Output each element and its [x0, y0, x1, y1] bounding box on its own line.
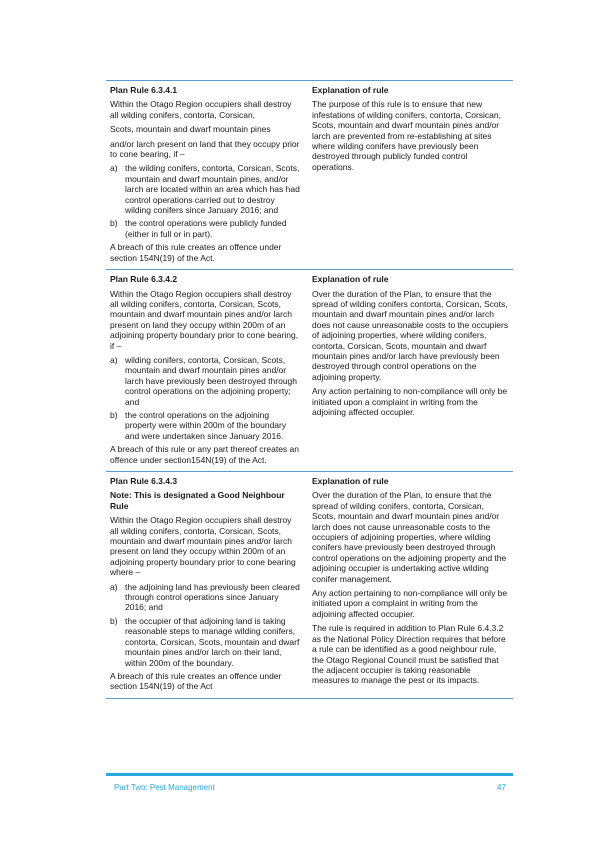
rules-table — [106, 80, 513, 699]
footer-section-title: Part Two: Pest Management — [114, 783, 215, 792]
rule-paragraph: Within the Otago Region occupiers shall destroy all wilding conifers, contorta, Corsican, Scots, mountain and dwarf mountain pines and/or larch present on land they occupy within 200m of an adjoining property boundary prior to cone bearing, if – — [110, 288, 299, 351]
rule-list-item — [110, 410, 300, 441]
explanation-title: Explanation of rule — [312, 85, 389, 95]
rule-paragraph: Within the Otago Region occupiers shall destroy all wilding conifers, contorta, Corsican, Scots, mountain and dwarf mountain pines and/or larch present on land they occupy within 200m of an adjoining property boundary prior to cone bearing where – — [110, 515, 296, 578]
rule-list-item — [110, 616, 300, 668]
rule-title: Plan Rule 6.3.4.3 — [110, 476, 178, 486]
explanation-cell — [306, 270, 513, 471]
explanation-title: Explanation of rule — [312, 476, 389, 486]
rule-paragraph: and/or larch present on land that they occupy prior to cone bearing, if – — [110, 138, 300, 160]
list-item-label: b) — [110, 218, 118, 229]
rule-closing: A breach of this rule creates an offence under section 154N(19) of the Act — [110, 670, 282, 692]
page-number: 47 — [497, 783, 506, 792]
list-item-label: a) — [110, 354, 118, 365]
explanation-paragraph: The purpose of this rule is to ensure that new infestations of wilding conifers, contorta, Corsican, Scots, mountain and dwarf mountain pines and/or larch are prevented from re-establishing at sites where wilding conifers have previously been destroyed through publicly funded control operations. — [312, 99, 501, 172]
explanation-paragraph: Over the duration of the Plan, to ensure that the spread of wilding conifers, contorta, Corsican, Scots, mountain and dwarf mountain pines and/or larch does not cause unreasonable costs to the occupiers of adjoining properties, where wilding conifers have previously been destroyed through control operations on the adjoining property and the adjoining occupier is undertaking active wilding conifer management. — [312, 490, 507, 584]
list-item-label: a) — [110, 581, 118, 592]
explanation-cell — [306, 81, 513, 269]
rule-title: Plan Rule 6.3.4.2 — [110, 274, 178, 285]
explanation-paragraph: Any action pertaining to non-compliance will only be initiated upon a complaint in writing from the adjoining affected occupier. — [312, 386, 508, 417]
list-item-text: the occupier of that adjoining land is taking reasonable steps to manage wilding conifers, contorta, Corsican, Scots, mountain and dwarf mountain pines and/or larch on their land, within 200m of the boundary. — [125, 615, 300, 668]
rule-note: Note: This is designated a Good Neighbour Rule — [110, 490, 285, 511]
rule-cell — [106, 270, 306, 471]
footer-divider — [106, 773, 513, 776]
rule-list-item — [110, 218, 300, 239]
rule-closing: A breach of this rule or any part thereof creates an offence under section154N(19) of the Act. — [110, 444, 299, 465]
list-item-text: the control operations on the adjoining property were within 200m of the boundary and were undertaken since January 2016. — [125, 409, 287, 441]
rule-paragraph: Scots, mountain and dwarf mountain pines — [110, 124, 271, 135]
list-item-text: the wilding conifers, contorta, Corsican, Scots, mountain and dwarf mountain pines, and/or larch are located within an area which has had control operations carried out to destroy wilding conifers since January 2016; and — [125, 163, 300, 216]
explanation-paragraph: Over the duration of the Plan, to ensure that the spread of wilding conifers contorta, Corsican, Scots, mountain and dwarf mountain pines and/or larch does not cause unreasonable costs to the occupiers of adjoining properties, where wilding conifers, contorta, Corsican, Scots, mountain and dwarf mountain pines and/or larch have previously been destroyed through control operations on the adjoining property. — [312, 288, 509, 382]
explanation-title: Explanation of rule — [312, 274, 389, 285]
list-item-label: a) — [110, 163, 118, 174]
explanation-paragraph: The rule is required in addition to Plan Rule 6.4.3.2 as the National Policy Direction requires that before a rule can be identified as a good neighbour rule, the Otago Regional Council must be satisfied that the adjacent occupier is taking reasonable measures to manage the pest or its impacts. — [312, 623, 506, 686]
list-item-text: wilding conifers, contorta, Corsican, Scots, mountain and dwarf mountain pines and/or larch have previously been destroyed through control operations on the adjoining property; and — [125, 354, 297, 407]
rule-cell — [106, 81, 306, 269]
rule-row-6-3-4-1 — [106, 81, 513, 270]
rule-list-item — [110, 163, 300, 215]
explanation-paragraph: Any action pertaining to non-compliance will only be initiated upon a complaint in writing from the adjoining affected occupier. — [312, 588, 508, 619]
rule-row-6-3-4-3 — [106, 472, 513, 699]
rule-cell — [106, 472, 306, 698]
list-item-label: b) — [110, 615, 118, 626]
list-item-text: the adjoining land has previously been cleared through control operations since January 2016; and — [125, 581, 300, 613]
rule-list-item — [110, 355, 300, 407]
rule-row-6-3-4-2 — [106, 270, 513, 472]
list-item-label: b) — [110, 409, 118, 420]
rule-list-item — [110, 582, 300, 613]
rule-closing: A breach of this rule creates an offence under section 154N(19) of the Act. — [110, 242, 282, 263]
explanation-cell — [306, 472, 513, 698]
rule-title: Plan Rule 6.3.4.1 — [110, 85, 178, 95]
rule-paragraph: Within the Otago Region occupiers shall destroy all wilding conifers, contorta, Corsican, — [110, 99, 292, 120]
list-item-text: the control operations were publicly funded (either in full or in part). — [125, 218, 287, 239]
